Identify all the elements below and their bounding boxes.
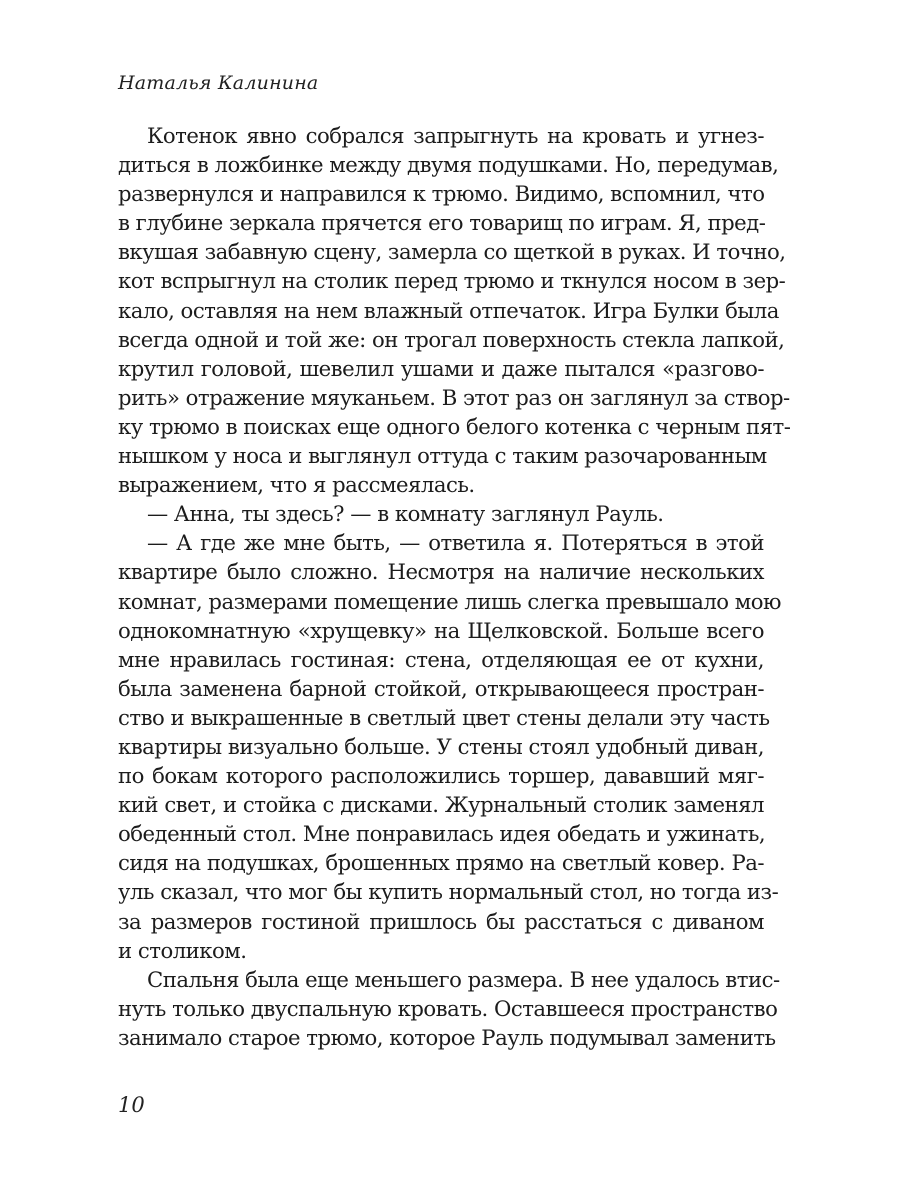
text-line: нышком у носа и выглянул оттуда с таким разочарованным <box>118 443 767 469</box>
text-line: Спальня была еще меньшего размера. В нее удалось втис- <box>147 966 780 992</box>
text-line: мне нравилась гостиная: стена, отделяющая ее от кухни, <box>118 646 764 672</box>
text-line: в глубине зеркала прячется его товарищ по играм. Я, пред- <box>118 210 766 236</box>
text-line: занимало старое трюмо, которое Рауль подумывал заменить <box>118 1024 776 1050</box>
text-line: развернулся и направился к трюмо. Видимо, вспомнил, что <box>118 181 765 207</box>
text-line: уль сказал, что мог бы купить нормальный стол, но тогда из- <box>118 879 779 905</box>
text-line: кий свет, и стойка с дисками. Журнальный столик заменял <box>118 792 764 818</box>
text-line: квартиры визуально больше. У стены стоял удобный диван, <box>118 733 764 759</box>
text-line: ку трюмо в поисках еще одного белого котенка с черным пят- <box>118 413 791 439</box>
text-line: выражением, что я рассмеялась. <box>118 472 475 498</box>
text-line: кот вспрыгнул на столик перед трюмо и ткнулся носом в зер- <box>118 268 786 294</box>
text-line: комнат, размерами помещение лишь слегка превышало мою <box>118 588 781 614</box>
text-line: однокомнатную «хрущевку» на Щелковской. Больше всего <box>118 617 764 643</box>
text-line: Котенок явно собрался запрыгнуть на кровать и угнез- <box>147 123 764 148</box>
text-line: квартире было сложно. Несмотря на наличие нескольких <box>118 559 764 585</box>
text-line: крутил головой, шевелил ушами и даже пытался «разгово- <box>118 355 764 381</box>
dialogue-line: — Анна, ты здесь? — в комнату заглянул Рауль. <box>147 501 664 527</box>
text-line: вкушая забавную сцену, замерла со щеткой в руках. И точно, <box>118 239 786 265</box>
text-line: обеденный стол. Мне понравилась идея обедать и ужинать, <box>118 821 766 847</box>
text-line: была заменена барной стойкой, открывающееся простран- <box>118 675 764 701</box>
page-number: 10 <box>118 1093 145 1117</box>
text-line: нуть только двуспальную кровать. Оставшееся пространство <box>118 995 778 1021</box>
text-line: рить» отражение мяуканьем. В этот раз он заглянул за створ- <box>118 384 790 410</box>
text-line: и столиком. <box>118 937 247 963</box>
text-line: ство и выкрашенные в светлый цвет стены делали эту часть <box>118 704 770 730</box>
text-line: сидя на подушках, брошенных прямо на светлый ковер. Ра- <box>118 850 764 876</box>
text-line: — А где же мне быть, — ответила я. Потеряться в этой <box>147 530 764 556</box>
text-line: по бокам которого расположились торшер, дававший мяг- <box>118 763 764 789</box>
text-line: за размеров гостиной пришлось бы расстаться с диваном <box>118 908 764 934</box>
running-head-author: Наталья Калинина <box>118 72 319 94</box>
body-text <box>118 121 791 1052</box>
text-line: диться в ложбинке между двумя подушками. Но, передумав, <box>118 152 779 178</box>
text-line: всегда одной и той же: он трогал поверхность стекла лапкой, <box>118 326 785 352</box>
text-line: кало, оставляя на нем влажный отпечаток. Игра Булки была <box>118 297 779 323</box>
